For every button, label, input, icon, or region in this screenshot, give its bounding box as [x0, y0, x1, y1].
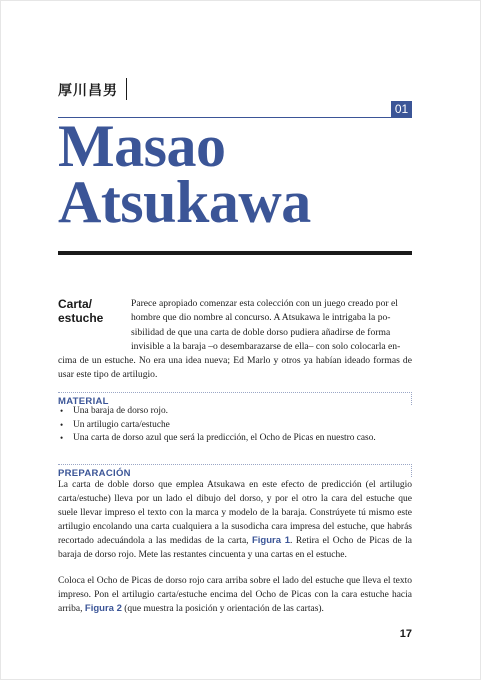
preparation-text — [58, 478, 412, 616]
preparation-label: PREPARACIÓN — [58, 468, 131, 479]
section-heading-line2: estuche — [58, 311, 104, 325]
preparation-text-run: . Retira el Ocho de Picas de la baraja de dorso rojo. Mete las restantes cincuenta y una cartas en el estuche. — [58, 536, 412, 560]
author-japanese-name: 厚川昌男 — [58, 83, 118, 99]
title-rule — [58, 251, 412, 255]
intro-line: invisible a la baraja –o desembarazarse de ella– con solo colocarla en- — [131, 340, 401, 352]
chapter-title — [58, 113, 412, 235]
header-vertical-rule — [126, 78, 127, 100]
preparation-paragraph-2 — [58, 574, 412, 616]
intro-line: hombre que dio nombre al concurso. A Atsukawa le intrigaba la po- — [131, 312, 391, 324]
intro-line: Parece apropiado comenzar esta colección con un juego creado por el — [131, 298, 398, 309]
materials-header-box — [58, 392, 412, 405]
materials-item: • Un artilugio carta/estuche — [58, 419, 412, 433]
intro-line: sibilidad de que una carta de doble dorso pudiera añadirse de forma — [131, 326, 391, 338]
preparation-paragraph-1 — [58, 478, 412, 562]
section-heading-line1: Carta/ — [58, 297, 93, 311]
page-number: 17 — [399, 628, 412, 640]
chapter-number-badge: 01 — [391, 101, 412, 118]
chapter-title-line2: Atsukawa — [58, 169, 311, 235]
intro-continuation: cima de un estuche. No era una idea nueva; Ed Marlo y otros ya habían ideado formas de usar este tipo de artilugio. — [58, 355, 412, 381]
preparation-text-run: Coloca el Ocho de Picas de dorso rojo cara arriba sobre el lado del estuche que lleva el texto impreso. Pon el artilugio carta/estuche encima del Ocho de Picas con la cara estuche hacia arriba, — [58, 576, 412, 614]
preparation-text-run: La carta de doble dorso que emplea Atsukawa en este efecto de predicción (el artilugio carta/estuche) lleva por un lado el dibujo del dorso, y por el otro la cara del estuche que suele llevar impreso el texto con la marca y modelo de la baraja. Constrúyete tú mismo este artilugio encolando una carta cualquiera a la susodicha cara impresa del estuche, que habrás recortado adecuándola a las medidas de la carta, — [58, 480, 412, 546]
intro-indented-block — [131, 297, 412, 354]
preparation-header-box — [58, 464, 412, 477]
figure-2-reference[interactable]: Figura 2 — [84, 603, 122, 614]
materials-item: • Una baraja de dorso rojo. — [58, 405, 412, 419]
preparation-text-run: (que muestra la posición y orientación de las cartas). — [121, 604, 324, 614]
chapter-title-line1: Masao — [58, 113, 226, 179]
intro-paragraph — [58, 297, 412, 383]
materials-item: • Una carta de dorso azul que será la predicción, el Ocho de Picas en nuestro caso. — [58, 432, 412, 446]
materials-list — [58, 405, 412, 446]
figure-1-reference[interactable]: Figura 1 — [251, 535, 291, 546]
materials-label: MATERIAL — [58, 396, 109, 407]
